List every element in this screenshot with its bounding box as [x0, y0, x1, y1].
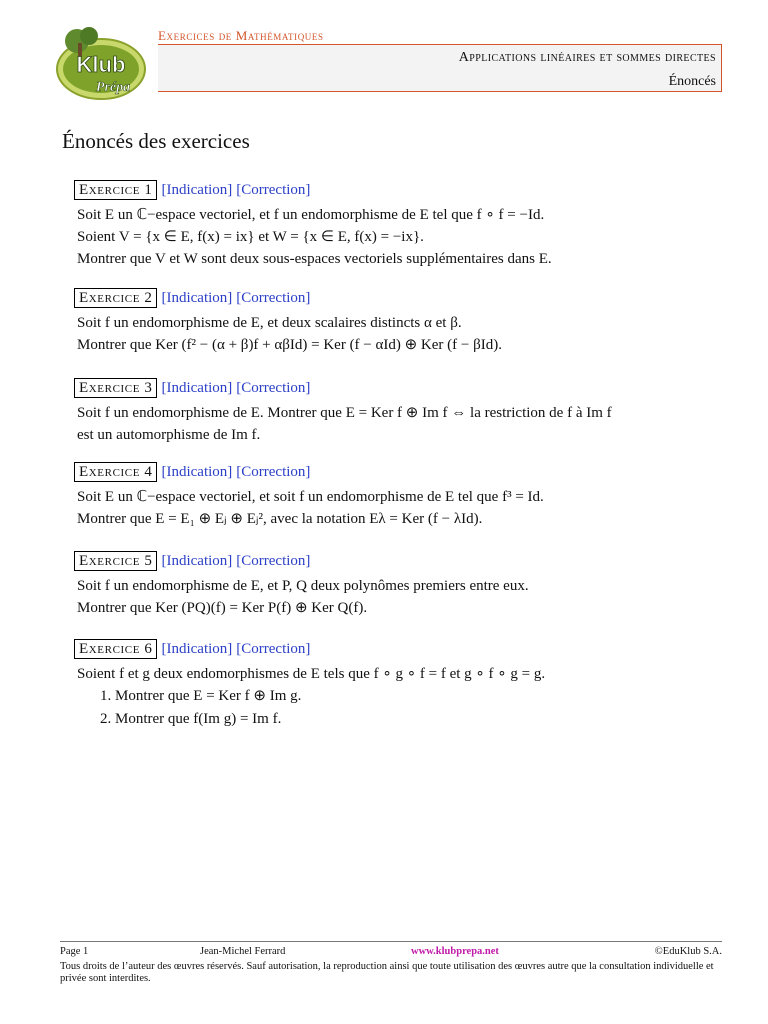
klubprepa-logo	[55, 27, 149, 101]
exercise-header	[74, 378, 734, 398]
footer-page-number: Page 1	[60, 946, 89, 957]
logo-text-prepa: Prépa	[95, 80, 131, 95]
exercise-body	[77, 486, 734, 530]
exercise-body	[77, 204, 734, 270]
exercise-1	[74, 180, 734, 270]
indication-link[interactable]: [Indication]	[161, 641, 233, 657]
exercise-3	[74, 378, 734, 446]
correction-link[interactable]: [Correction]	[236, 290, 311, 306]
exercise-tag: Exercice 2	[74, 288, 157, 308]
indication-link[interactable]: [Indication]	[161, 380, 233, 396]
exercise-text-line: Soient V = {x ∈ E, f(x) = ix} et W = {x ∈ E, f(x) = −ix}.	[77, 229, 424, 245]
exercise-text-line: Soit f un endomorphisme de E, et P, Q deux polynômes premiers entre eux.	[77, 578, 529, 594]
exercise-text-line: Soient f et g deux endomorphismes de E tels que f ∘ g ∘ f = f et g ∘ f ∘ g = g.	[77, 666, 546, 682]
exercise-tag: Exercice 6	[74, 639, 157, 659]
exercise-text-line: Montrer que Ker (f² − (α + β)f + αβId) = Ker (f − αId) ⊕ Ker (f − βId).	[77, 337, 502, 353]
exercise-question-item: 2. Montrer que f(Im g) = Im f.	[115, 708, 734, 731]
exercise-tag: Exercice 4	[74, 462, 157, 482]
exercise-header	[74, 288, 734, 308]
header-box	[158, 44, 722, 92]
exercise-text-line: Montrer que Ker (PQ)(f) = Ker P(f) ⊕ Ker Q(f).	[77, 600, 368, 616]
footer-copyright: ©EduKlub S.A.	[654, 946, 722, 957]
correction-link[interactable]: [Correction]	[236, 641, 311, 657]
indication-link[interactable]: [Indication]	[161, 553, 233, 569]
correction-link[interactable]: [Correction]	[236, 553, 311, 569]
section-title: Énoncés	[668, 74, 716, 89]
footer-rights-notice: Tous droits de l’auteur des œuvres réservés. Sauf autorisation, la reproduction ainsi que toute utilisation des œuvres autre que la consultation individuelle et privée sont interdites.	[60, 961, 714, 984]
exercise-question-list	[77, 685, 734, 731]
exercise-tag: Exercice 1	[74, 180, 157, 200]
exercise-header	[74, 551, 734, 571]
exercise-text-line: est un automorphisme de Im f.	[77, 427, 261, 443]
exercise-text-line: Montrer que E = E₁ ⊕ Eⱼ ⊕ Eⱼ², avec la notation Eλ = Ker (f − λId).	[77, 511, 483, 527]
exercise-tag: Exercice 3	[74, 378, 157, 398]
footer-author: Jean-Michel Ferrard	[200, 946, 286, 957]
correction-link[interactable]: [Correction]	[236, 380, 311, 396]
footer-rule	[60, 941, 722, 942]
indication-link[interactable]: [Indication]	[161, 464, 233, 480]
exercise-body	[77, 312, 734, 356]
exercise-body	[77, 402, 734, 446]
indication-link[interactable]: [Indication]	[161, 290, 233, 306]
correction-link[interactable]: [Correction]	[236, 464, 311, 480]
exercise-6	[74, 639, 734, 731]
series-title: Exercices de Mathématiques	[158, 28, 324, 43]
exercise-text-line: Soit E un ℂ−espace vectoriel, et f un endomorphisme de E tel que f ∘ f = −Id.	[77, 207, 545, 223]
exercise-4	[74, 462, 734, 530]
correction-link[interactable]: [Correction]	[236, 182, 311, 198]
exercise-tag: Exercice 5	[74, 551, 157, 571]
exercise-text-line: Montrer que V et W sont deux sous-espaces vectoriels supplémentaires dans E.	[77, 251, 552, 267]
exercise-header	[74, 462, 734, 482]
exercise-body	[77, 575, 734, 619]
exercise-question-item: 1. Montrer que E = Ker f ⊕ Im g.	[115, 685, 734, 708]
exercise-header	[74, 180, 734, 200]
exercise-5	[74, 551, 734, 619]
exercise-text-line: Soit f un endomorphisme de E. Montrer que E = Ker f ⊕ Im f ⇔ la restriction de f à Im f	[77, 405, 612, 421]
logo-text-klub: Klub	[76, 52, 126, 77]
page-title: Énoncés des exercices	[62, 129, 250, 153]
chapter-title: Applications linéaires et sommes directes	[458, 50, 716, 65]
exercise-text-line: Soit f un endomorphisme de E, et deux scalaires distincts α et β.	[77, 315, 462, 331]
exercise-text-line: Soit E un ℂ−espace vectoriel, et soit f un endomorphisme de E tel que f³ = Id.	[77, 489, 544, 505]
exercise-header	[74, 639, 734, 659]
exercise-2	[74, 288, 734, 356]
indication-link[interactable]: [Indication]	[161, 182, 233, 198]
exercise-body	[77, 663, 734, 731]
footer-url-link[interactable]: www.klubprepa.net	[411, 946, 499, 957]
